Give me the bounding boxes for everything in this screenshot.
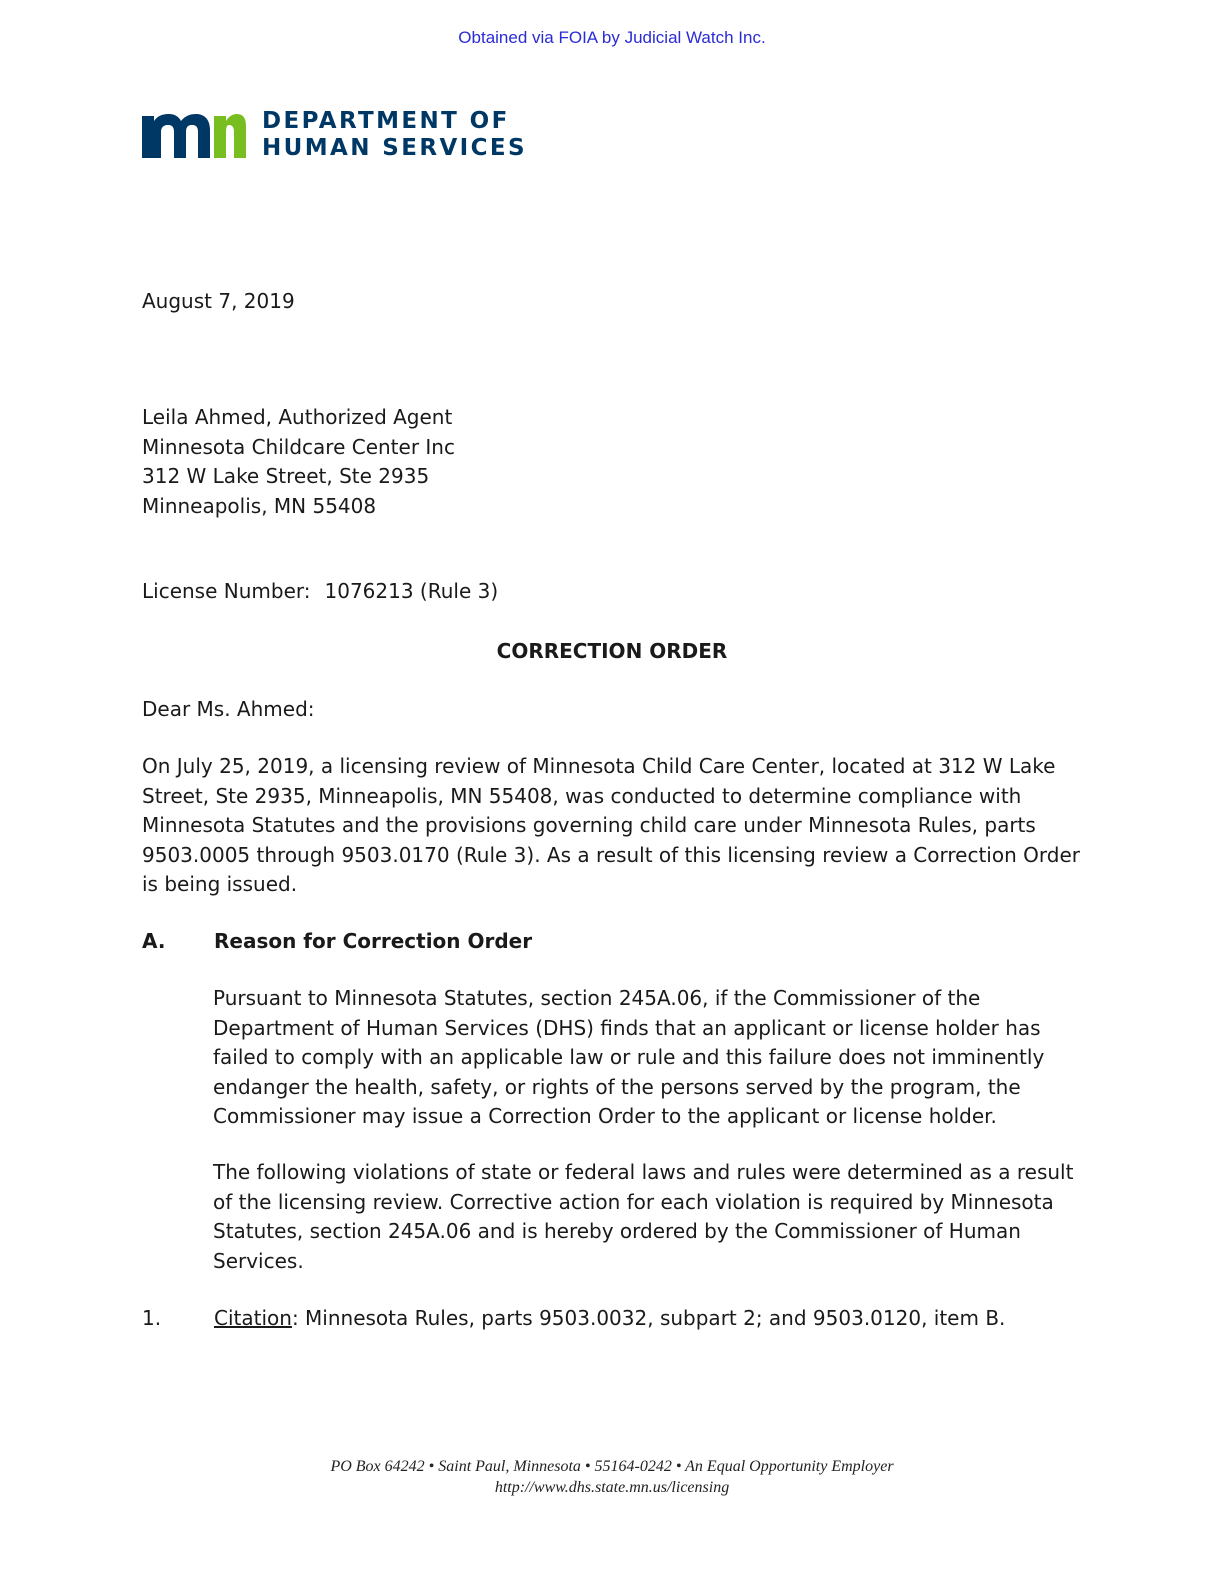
logo-line-1: DEPARTMENT OF	[262, 108, 510, 134]
recipient-line: Minneapolis, MN 55408	[142, 493, 377, 518]
recipient-address	[142, 403, 455, 521]
foia-watermark: Obtained via FOIA by Judicial Watch Inc.	[458, 28, 766, 47]
dhs-logo	[142, 108, 527, 162]
citation-text: : Minnesota Rules, parts 9503.0032, subpart 2; and 9503.0120, item B.	[291, 1306, 1006, 1330]
logo-line-2: HUMAN SERVICES	[262, 135, 527, 161]
license-value: 1076213 (Rule 3)	[324, 579, 499, 603]
citation-number: 1.	[142, 1306, 162, 1330]
salutation: Dear Ms. Ahmed:	[142, 697, 315, 721]
recipient-line: Leila Ahmed, Authorized Agent	[142, 405, 453, 429]
footer-address: PO Box 64242 • Saint Paul, Minnesota • 55164-0242 • An Equal Opportunity Employer	[330, 1458, 894, 1475]
license-number	[142, 577, 498, 607]
letter-date: August 7, 2019	[142, 289, 295, 313]
intro-paragraph: On July 25, 2019, a licensing review of Minnesota Child Care Center, located at 312 W Lake Street, Ste 2935, Minneapolis, MN 55408, was conducted to determine compliance with Minnesota Statutes and the provisions governing child care under Minnesota Rules, parts 9503.0005 through 9503.0170 (Rule 3). As a result of this licensing review a Correction Order is being issued.	[142, 754, 1080, 896]
mn-logo-mark	[142, 112, 246, 158]
section-a-heading	[142, 927, 532, 957]
recipient-line: Minnesota Childcare Center Inc	[142, 434, 455, 459]
section-a-paragraph-1: Pursuant to Minnesota Statutes, section 245A.06, if the Commissioner of the Department of Human Services (DHS) finds that an applicant or license holder has failed to comply with an applicable law or rule and this failure does not imminently endanger the health, safety, or rights of the persons served by the program, the Commissioner may issue a Correction Order to the applicant or license holder.	[213, 986, 1045, 1128]
document-title: CORRECTION ORDER	[496, 639, 728, 663]
section-a-number: A.	[142, 929, 166, 953]
recipient-line: 312 W Lake Street, Ste 2935	[142, 464, 430, 488]
license-label: License Number:	[142, 579, 311, 603]
citation-item	[142, 1304, 1005, 1334]
section-a-title: Reason for Correction Order	[214, 929, 533, 953]
page-footer	[0, 1456, 1224, 1498]
footer-url: http://www.dhs.state.mn.us/licensing	[494, 1479, 730, 1496]
citation-label: Citation	[214, 1306, 292, 1330]
dhs-logo-text	[262, 108, 527, 162]
section-a-paragraph-2: The following violations of state or federal laws and rules were determined as a result of the licensing review. Corrective action for each violation is required by Minnesota Statutes, section 245A.06 and is hereby ordered by the Commissioner of Human Services.	[213, 1160, 1074, 1273]
